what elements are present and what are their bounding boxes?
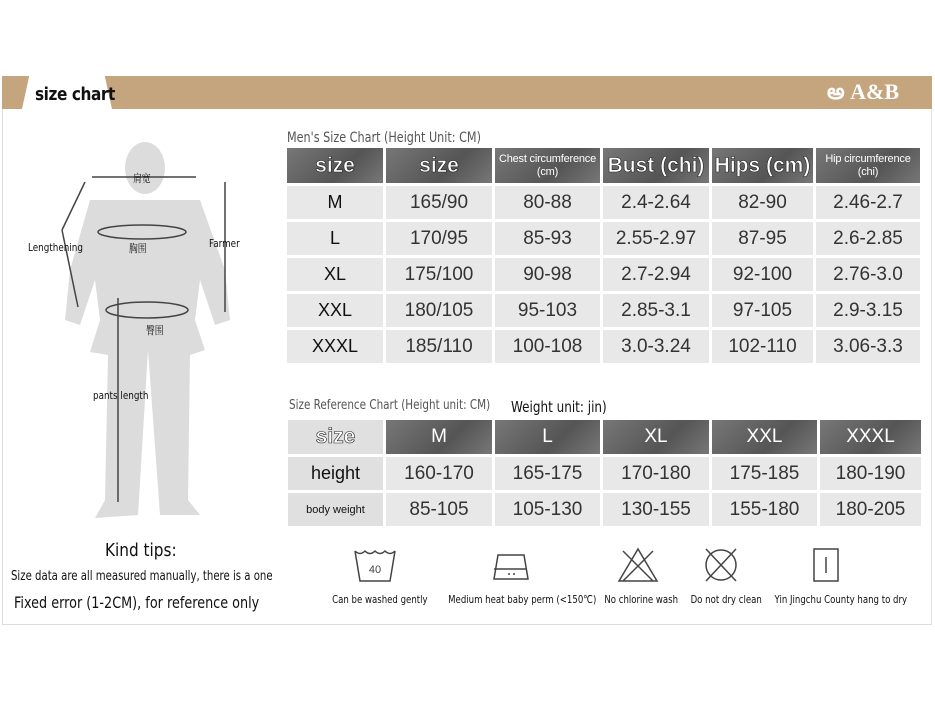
table1-header-cell: Chest circumference (cm) bbox=[495, 148, 600, 183]
table1-cell: 2.7-2.94 bbox=[603, 258, 709, 291]
care-label: Yin Jingchu County hang to dry bbox=[774, 593, 908, 606]
table1-header-cell: size bbox=[287, 148, 383, 183]
table1-cell: XXL bbox=[287, 294, 383, 327]
table1-title: Men's Size Chart (Height Unit: CM) bbox=[287, 130, 481, 146]
chest-label: 胸围 bbox=[129, 242, 147, 255]
table2-cell: 105-130 bbox=[495, 493, 600, 526]
iron-icon bbox=[490, 545, 536, 585]
table1-cell: 90-98 bbox=[495, 258, 600, 291]
table2-cell: 130-155 bbox=[603, 493, 709, 526]
table1-cell: 100-108 bbox=[495, 330, 600, 363]
no-bleach-icon bbox=[615, 545, 661, 585]
table2-cell: 85-105 bbox=[386, 493, 492, 526]
care-label: Do not dry clean bbox=[690, 593, 762, 606]
table2-title: Size Reference Chart (Height unit: CM) bbox=[289, 398, 491, 413]
table1-cell: 175/100 bbox=[386, 258, 492, 291]
table1-cell: M bbox=[287, 186, 383, 219]
wash-40-icon bbox=[352, 545, 398, 585]
table2-cell: 180-205 bbox=[820, 493, 921, 526]
table1-cell: XXXL bbox=[287, 330, 383, 363]
table1-cell: 92-100 bbox=[712, 258, 813, 291]
table1-cell: 2.4-2.64 bbox=[603, 186, 709, 219]
table1-cell: 165/90 bbox=[386, 186, 492, 219]
tips-title: Kind tips: bbox=[105, 540, 177, 561]
table1-header-cell: Hip circumference (chi) bbox=[816, 148, 920, 183]
care-label: No chlorine wash bbox=[604, 593, 679, 606]
brand-logo: అ A&B bbox=[827, 79, 899, 104]
table1-header-cell: size bbox=[386, 148, 492, 183]
hip-label: 臀围 bbox=[146, 324, 164, 337]
table2-header-cell: size bbox=[288, 420, 383, 454]
weight-unit: Weight unit: jin) bbox=[511, 398, 607, 416]
table1-cell: L bbox=[287, 222, 383, 255]
table1-cell: 2.76-3.0 bbox=[816, 258, 920, 291]
table2-cell: 170-180 bbox=[603, 457, 709, 490]
tips-line2: Fixed error (1-2CM), for reference only bbox=[14, 593, 260, 612]
table1-header-cell: Hips (cm) bbox=[712, 148, 813, 183]
length-label: Farmer bbox=[209, 237, 240, 250]
table2-header-cell: M bbox=[386, 420, 492, 454]
tips-line1: Size data are all measured manually, there is a one bbox=[11, 569, 273, 584]
care-iron bbox=[430, 545, 595, 606]
table2-cell: body weight bbox=[288, 493, 383, 526]
table2-header-cell: XXXL bbox=[820, 420, 921, 454]
table2-cell: 175-185 bbox=[712, 457, 817, 490]
size-reference-table bbox=[288, 420, 921, 526]
table1-cell: 80-88 bbox=[495, 186, 600, 219]
care-wash bbox=[320, 545, 430, 606]
table1-cell: 185/110 bbox=[386, 330, 492, 363]
table1-header-cell: Bust (chi) bbox=[603, 148, 709, 183]
table1-cell: 97-105 bbox=[712, 294, 813, 327]
mens-size-table bbox=[287, 148, 920, 363]
table1-cell: 3.06-3.3 bbox=[816, 330, 920, 363]
table1-cell: 85-93 bbox=[495, 222, 600, 255]
pants-label: pants length bbox=[93, 389, 149, 402]
table2-header-cell: L bbox=[495, 420, 600, 454]
table2-cell: height bbox=[288, 457, 383, 490]
table1-cell: 170/95 bbox=[386, 222, 492, 255]
table1-cell: 2.85-3.1 bbox=[603, 294, 709, 327]
table1-cell: 2.6-2.85 bbox=[816, 222, 920, 255]
table1-cell: XL bbox=[287, 258, 383, 291]
svg-text:40: 40 bbox=[368, 564, 382, 576]
table1-cell: 2.46-2.7 bbox=[816, 186, 920, 219]
header-banner bbox=[2, 76, 932, 109]
table2-cell: 180-190 bbox=[820, 457, 921, 490]
table1-cell: 2.9-3.15 bbox=[816, 294, 920, 327]
table1-cell: 95-103 bbox=[495, 294, 600, 327]
table2-cell: 155-180 bbox=[712, 493, 817, 526]
shoulder-label: 肩宽 bbox=[133, 172, 151, 185]
table2-header-cell: XXL bbox=[712, 420, 817, 454]
table2-header-cell: XL bbox=[603, 420, 709, 454]
no-dry-clean-icon bbox=[698, 545, 744, 585]
care-bleach bbox=[595, 545, 680, 606]
table1-cell: 82-90 bbox=[712, 186, 813, 219]
table1-cell: 180/105 bbox=[386, 294, 492, 327]
care-hang bbox=[760, 545, 908, 606]
hang-dry-icon bbox=[803, 545, 849, 585]
table2-cell: 160-170 bbox=[386, 457, 492, 490]
sleeve-label: Lengthening bbox=[28, 241, 83, 254]
table1-cell: 3.0-3.24 bbox=[603, 330, 709, 363]
care-label: Medium heat baby perm (<150℃) bbox=[448, 593, 597, 606]
care-label: Can be washed gently bbox=[332, 593, 428, 606]
table1-cell: 2.55-2.97 bbox=[603, 222, 709, 255]
table2-cell: 165-175 bbox=[495, 457, 600, 490]
care-dryclean bbox=[682, 545, 760, 606]
table1-cell: 87-95 bbox=[712, 222, 813, 255]
table1-cell: 102-110 bbox=[712, 330, 813, 363]
header-title: size chart bbox=[35, 84, 115, 105]
